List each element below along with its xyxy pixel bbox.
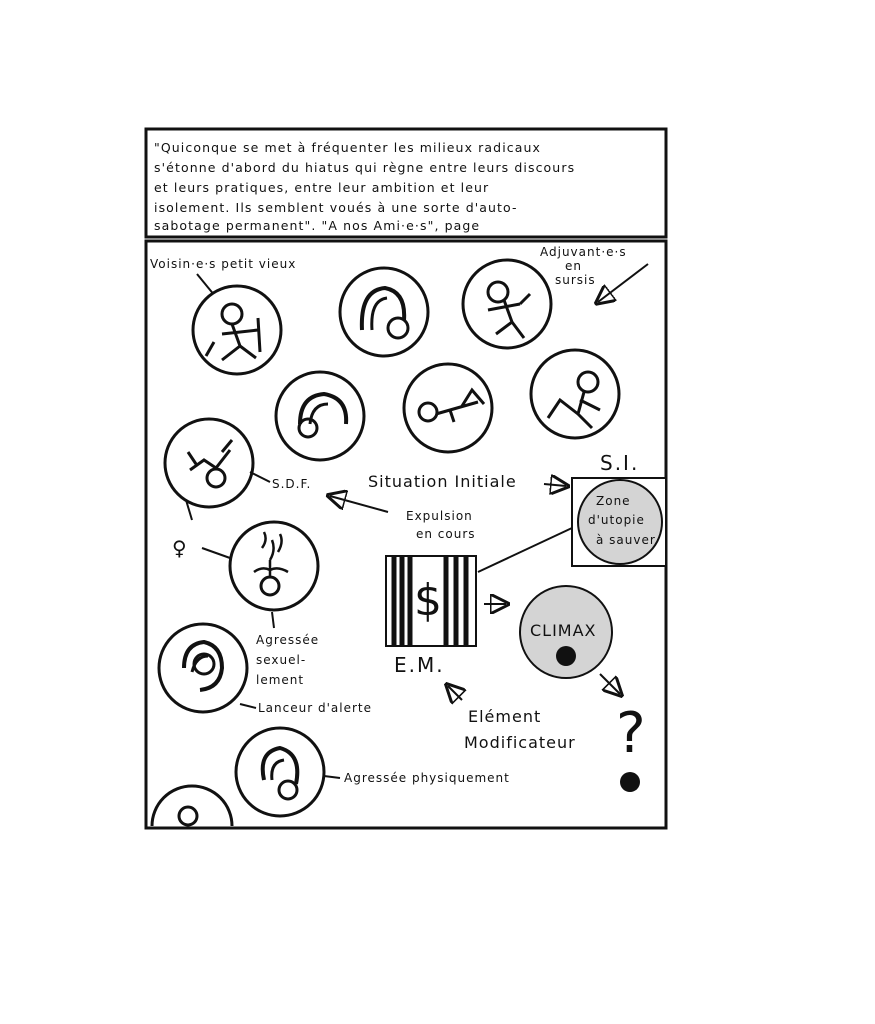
label-climax: CLIMAX [530,621,597,640]
arrow-to-si [544,484,566,486]
figure-circle-crouching [340,268,428,356]
dollar-bars-icon [386,556,476,646]
figure-circle-lanceur [159,624,247,712]
label-element-modificateur: Modificateur [464,733,576,752]
figure-circle-agressee-sexuellement [230,522,318,610]
quote-line: s'étonne d'abord du hiatus qui règne entre leurs discours [154,160,576,175]
label-zone: à sauver [596,533,656,547]
figure-circle-sitting [531,350,619,438]
figure-circle-agressee-physiquement [236,728,324,816]
figure-circle-partial [152,786,232,826]
zone-utopie-box [572,478,666,566]
figure-circle-curled [276,372,364,460]
quote-box [146,129,666,237]
label-sdf: S.D.F. [272,477,312,491]
quote-line: sabotage permanent". "A nos Ami·e·s", page [154,218,481,233]
question-mark: ? [616,701,648,766]
label-situation-initiale: Situation Initiale [368,472,517,491]
label-expulsion: Expulsion [406,509,473,523]
label-element-modificateur: Elément [468,707,542,726]
arrow-expulsion [330,496,388,512]
arrow-to-question [600,674,620,694]
arrow-adjuvants [598,264,648,302]
climax-circle [520,586,612,678]
quote-line: "Quiconque se met à fréquenter les milieux radicaux [154,140,542,155]
label-si: S.I. [600,451,640,475]
label-expulsion: en cours [416,527,476,541]
figure-circle-voisin [193,286,281,374]
label-adjuvants: Adjuvant·e·s [540,245,627,259]
dollar-sign: $ [414,575,444,626]
label-agressee-physiquement: Agressée physiquement [344,771,510,785]
figure-circle-running [463,260,551,348]
label-voisins: Voisin·e·s petit vieux [150,257,297,271]
label-adjuvants: sursis [555,273,596,287]
quote-line: et leurs pratiques, entre leur ambition et leur [154,180,490,195]
label-zone: d'utopie [588,513,645,527]
label-zone: Zone [596,494,631,508]
label-agressee-sexuellement: sexuel- [256,653,307,667]
venus-icon: ♀ [172,536,189,560]
label-lanceur: Lanceur d'alerte [258,701,372,715]
label-agressee-sexuellement: Agressée [256,633,320,647]
label-adjuvants: en [565,259,582,273]
quote-line: isolement. Ils semblent voués à une sorte d'auto- [154,200,518,215]
figure-circle-lying [404,364,492,452]
label-em: E.M. [394,653,445,677]
arrow-to-em [448,686,462,700]
figure-circle-sdf [165,419,253,507]
label-agressee-sexuellement: lement [256,673,305,687]
